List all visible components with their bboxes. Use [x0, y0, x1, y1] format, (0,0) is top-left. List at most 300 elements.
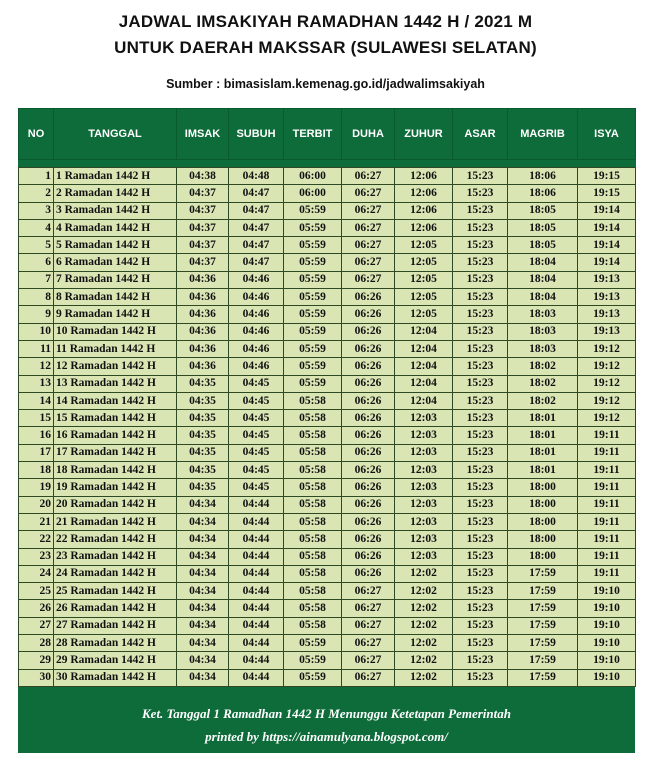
column-header-duha: DUHA [342, 109, 395, 160]
cell-terbit: 05:58 [284, 479, 342, 496]
cell-asar: 15:23 [453, 652, 508, 669]
cell-duha: 06:26 [342, 531, 395, 548]
cell-tanggal: 12 Ramadan 1442 H [54, 358, 177, 375]
cell-isya: 19:15 [578, 185, 636, 202]
cell-subuh: 04:45 [229, 462, 284, 479]
cell-subuh: 04:45 [229, 410, 284, 427]
cell-terbit: 05:58 [284, 531, 342, 548]
table-row [19, 185, 636, 202]
cell-terbit: 05:59 [284, 323, 342, 340]
cell-no: 14 [19, 392, 54, 409]
cell-asar: 15:23 [453, 358, 508, 375]
table-header-row [19, 109, 636, 160]
table-row [19, 375, 636, 392]
table-row [19, 548, 636, 565]
cell-isya: 19:12 [578, 375, 636, 392]
cell-subuh: 04:46 [229, 323, 284, 340]
cell-tanggal: 18 Ramadan 1442 H [54, 462, 177, 479]
cell-terbit: 05:59 [284, 669, 342, 686]
cell-zuhur: 12:03 [395, 496, 453, 513]
cell-subuh: 04:44 [229, 496, 284, 513]
cell-duha: 06:26 [342, 340, 395, 357]
table-row [19, 565, 636, 582]
table-row [19, 219, 636, 236]
table-row [19, 306, 636, 323]
cell-asar: 15:23 [453, 479, 508, 496]
cell-magrib: 18:03 [508, 323, 578, 340]
cell-duha: 06:26 [342, 513, 395, 530]
cell-asar: 15:23 [453, 617, 508, 634]
cell-asar: 15:23 [453, 306, 508, 323]
cell-subuh: 04:45 [229, 479, 284, 496]
cell-asar: 15:23 [453, 289, 508, 306]
table-row [19, 323, 636, 340]
cell-zuhur: 12:03 [395, 479, 453, 496]
table-row [19, 237, 636, 254]
cell-imsak: 04:37 [177, 185, 229, 202]
cell-subuh: 04:46 [229, 289, 284, 306]
cell-no: 30 [19, 669, 54, 686]
cell-asar: 15:23 [453, 254, 508, 271]
cell-terbit: 05:58 [284, 513, 342, 530]
cell-terbit: 06:00 [284, 168, 342, 185]
cell-asar: 15:23 [453, 548, 508, 565]
table-row [19, 427, 636, 444]
cell-asar: 15:23 [453, 323, 508, 340]
cell-zuhur: 12:02 [395, 565, 453, 582]
cell-magrib: 18:01 [508, 427, 578, 444]
cell-imsak: 04:35 [177, 444, 229, 461]
cell-subuh: 04:47 [229, 185, 284, 202]
table-row [19, 652, 636, 669]
cell-subuh: 04:46 [229, 271, 284, 288]
cell-zuhur: 12:02 [395, 600, 453, 617]
cell-subuh: 04:44 [229, 531, 284, 548]
column-header-tanggal: TANGGAL [54, 109, 177, 160]
cell-zuhur: 12:03 [395, 531, 453, 548]
cell-terbit: 05:59 [284, 202, 342, 219]
cell-zuhur: 12:06 [395, 219, 453, 236]
cell-tanggal: 16 Ramadan 1442 H [54, 427, 177, 444]
cell-asar: 15:23 [453, 168, 508, 185]
cell-imsak: 04:34 [177, 617, 229, 634]
page-title: JADWAL IMSAKIYAH RAMADHAN 1442 H / 2021 M [118, 12, 533, 31]
cell-imsak: 04:34 [177, 600, 229, 617]
cell-isya: 19:11 [578, 427, 636, 444]
cell-imsak: 04:36 [177, 271, 229, 288]
table-row [19, 358, 636, 375]
cell-terbit: 05:59 [284, 271, 342, 288]
cell-imsak: 04:36 [177, 340, 229, 357]
cell-tanggal: 23 Ramadan 1442 H [54, 548, 177, 565]
cell-subuh: 04:44 [229, 513, 284, 530]
cell-tanggal: 13 Ramadan 1442 H [54, 375, 177, 392]
table-row [19, 513, 636, 530]
cell-zuhur: 12:03 [395, 427, 453, 444]
cell-no: 17 [19, 444, 54, 461]
cell-no: 28 [19, 635, 54, 652]
cell-magrib: 18:05 [508, 219, 578, 236]
cell-duha: 06:26 [342, 427, 395, 444]
cell-subuh: 04:44 [229, 600, 284, 617]
cell-isya: 19:13 [578, 306, 636, 323]
table-row [19, 479, 636, 496]
cell-tanggal: 24 Ramadan 1442 H [54, 565, 177, 582]
table-row [19, 496, 636, 513]
cell-tanggal: 30 Ramadan 1442 H [54, 669, 177, 686]
cell-isya: 19:14 [578, 254, 636, 271]
cell-imsak: 04:35 [177, 410, 229, 427]
cell-subuh: 04:47 [229, 202, 284, 219]
cell-terbit: 05:59 [284, 219, 342, 236]
cell-subuh: 04:47 [229, 254, 284, 271]
cell-tanggal: 10 Ramadan 1442 H [54, 323, 177, 340]
cell-no: 6 [19, 254, 54, 271]
cell-no: 5 [19, 237, 54, 254]
cell-asar: 15:23 [453, 444, 508, 461]
cell-tanggal: 9 Ramadan 1442 H [54, 306, 177, 323]
cell-magrib: 18:00 [508, 513, 578, 530]
cell-duha: 06:26 [342, 410, 395, 427]
footer-line-2: printed by https://ainamulyana.blogspot.com/ [205, 729, 448, 744]
cell-duha: 06:27 [342, 237, 395, 254]
table-row [19, 410, 636, 427]
cell-no: 8 [19, 289, 54, 306]
cell-no: 3 [19, 202, 54, 219]
cell-magrib: 18:03 [508, 340, 578, 357]
cell-duha: 06:27 [342, 271, 395, 288]
cell-magrib: 18:04 [508, 289, 578, 306]
column-header-zuhur: ZUHUR [395, 109, 453, 160]
cell-isya: 19:11 [578, 496, 636, 513]
cell-magrib: 17:59 [508, 565, 578, 582]
table-row [19, 271, 636, 288]
cell-isya: 19:11 [578, 462, 636, 479]
cell-asar: 15:23 [453, 202, 508, 219]
cell-no: 10 [19, 323, 54, 340]
cell-terbit: 05:58 [284, 565, 342, 582]
cell-imsak: 04:34 [177, 496, 229, 513]
column-header-subuh: SUBUH [229, 109, 284, 160]
cell-no: 16 [19, 427, 54, 444]
cell-no: 18 [19, 462, 54, 479]
cell-zuhur: 12:03 [395, 548, 453, 565]
cell-duha: 06:26 [342, 444, 395, 461]
cell-subuh: 04:47 [229, 237, 284, 254]
cell-duha: 06:27 [342, 652, 395, 669]
cell-duha: 06:27 [342, 202, 395, 219]
cell-duha: 06:27 [342, 669, 395, 686]
cell-duha: 06:26 [342, 358, 395, 375]
cell-tanggal: 1 Ramadan 1442 H [54, 168, 177, 185]
cell-subuh: 04:44 [229, 669, 284, 686]
table-row [19, 617, 636, 634]
cell-imsak: 04:34 [177, 583, 229, 600]
cell-magrib: 18:00 [508, 531, 578, 548]
cell-duha: 06:27 [342, 583, 395, 600]
cell-tanggal: 17 Ramadan 1442 H [54, 444, 177, 461]
cell-magrib: 18:05 [508, 202, 578, 219]
cell-asar: 15:23 [453, 410, 508, 427]
cell-duha: 06:26 [342, 323, 395, 340]
cell-imsak: 04:36 [177, 358, 229, 375]
cell-duha: 06:27 [342, 600, 395, 617]
table-row [19, 254, 636, 271]
cell-isya: 19:10 [578, 669, 636, 686]
cell-no: 22 [19, 531, 54, 548]
cell-imsak: 04:36 [177, 306, 229, 323]
cell-subuh: 04:45 [229, 427, 284, 444]
cell-subuh: 04:44 [229, 635, 284, 652]
cell-no: 13 [19, 375, 54, 392]
cell-no: 15 [19, 410, 54, 427]
table-row [19, 202, 636, 219]
table-row [19, 168, 636, 185]
cell-magrib: 18:04 [508, 254, 578, 271]
cell-isya: 19:10 [578, 583, 636, 600]
cell-no: 4 [19, 219, 54, 236]
cell-zuhur: 12:02 [395, 652, 453, 669]
cell-magrib: 17:59 [508, 635, 578, 652]
cell-tanggal: 19 Ramadan 1442 H [54, 479, 177, 496]
cell-duha: 06:27 [342, 617, 395, 634]
cell-isya: 19:10 [578, 635, 636, 652]
cell-terbit: 05:59 [284, 237, 342, 254]
cell-no: 23 [19, 548, 54, 565]
cell-magrib: 18:05 [508, 237, 578, 254]
cell-terbit: 05:58 [284, 410, 342, 427]
cell-imsak: 04:36 [177, 323, 229, 340]
cell-asar: 15:23 [453, 237, 508, 254]
cell-terbit: 05:59 [284, 375, 342, 392]
cell-terbit: 05:58 [284, 583, 342, 600]
cell-asar: 15:23 [453, 513, 508, 530]
cell-zuhur: 12:03 [395, 462, 453, 479]
cell-tanggal: 15 Ramadan 1442 H [54, 410, 177, 427]
table-row [19, 583, 636, 600]
cell-isya: 19:14 [578, 237, 636, 254]
cell-subuh: 04:46 [229, 358, 284, 375]
cell-magrib: 18:06 [508, 185, 578, 202]
cell-isya: 19:12 [578, 392, 636, 409]
page-subtitle: UNTUK DAERAH MAKSSAR (SULAWESI SELATAN) [114, 38, 537, 57]
cell-imsak: 04:37 [177, 254, 229, 271]
cell-subuh: 04:47 [229, 219, 284, 236]
cell-terbit: 05:58 [284, 427, 342, 444]
cell-magrib: 18:06 [508, 168, 578, 185]
cell-asar: 15:23 [453, 427, 508, 444]
table-row [19, 531, 636, 548]
cell-no: 12 [19, 358, 54, 375]
cell-tanggal: 4 Ramadan 1442 H [54, 219, 177, 236]
cell-magrib: 18:01 [508, 410, 578, 427]
cell-terbit: 05:59 [284, 358, 342, 375]
cell-imsak: 04:37 [177, 237, 229, 254]
table-row [19, 289, 636, 306]
cell-magrib: 18:02 [508, 375, 578, 392]
cell-terbit: 06:00 [284, 185, 342, 202]
cell-magrib: 18:00 [508, 479, 578, 496]
cell-no: 29 [19, 652, 54, 669]
cell-magrib: 18:01 [508, 462, 578, 479]
cell-tanggal: 27 Ramadan 1442 H [54, 617, 177, 634]
cell-tanggal: 25 Ramadan 1442 H [54, 583, 177, 600]
cell-duha: 06:26 [342, 289, 395, 306]
cell-zuhur: 12:06 [395, 168, 453, 185]
cell-no: 26 [19, 600, 54, 617]
cell-imsak: 04:34 [177, 635, 229, 652]
schedule-table [18, 108, 636, 687]
cell-asar: 15:23 [453, 462, 508, 479]
cell-terbit: 05:58 [284, 617, 342, 634]
cell-subuh: 04:45 [229, 392, 284, 409]
cell-tanggal: 22 Ramadan 1442 H [54, 531, 177, 548]
cell-imsak: 04:34 [177, 669, 229, 686]
cell-tanggal: 6 Ramadan 1442 H [54, 254, 177, 271]
table-row [19, 669, 636, 686]
cell-duha: 06:26 [342, 392, 395, 409]
cell-isya: 19:11 [578, 548, 636, 565]
cell-imsak: 04:34 [177, 513, 229, 530]
cell-subuh: 04:46 [229, 306, 284, 323]
cell-subuh: 04:44 [229, 652, 284, 669]
cell-asar: 15:23 [453, 392, 508, 409]
cell-zuhur: 12:05 [395, 306, 453, 323]
cell-imsak: 04:36 [177, 289, 229, 306]
cell-terbit: 05:58 [284, 444, 342, 461]
cell-zuhur: 12:05 [395, 289, 453, 306]
cell-no: 1 [19, 168, 54, 185]
column-header-imsak: IMSAK [177, 109, 229, 160]
cell-imsak: 04:35 [177, 375, 229, 392]
cell-duha: 06:27 [342, 168, 395, 185]
cell-tanggal: 8 Ramadan 1442 H [54, 289, 177, 306]
footer-line-1: Ket. Tanggal 1 Ramadhan 1442 H Menunggu Ketetapan Pemerintah [142, 706, 511, 721]
cell-isya: 19:10 [578, 652, 636, 669]
cell-duha: 06:27 [342, 185, 395, 202]
cell-magrib: 18:00 [508, 496, 578, 513]
cell-duha: 06:26 [342, 479, 395, 496]
cell-duha: 06:27 [342, 219, 395, 236]
cell-imsak: 04:34 [177, 548, 229, 565]
cell-subuh: 04:45 [229, 444, 284, 461]
column-header-magrib: MAGRIB [508, 109, 578, 160]
cell-tanggal: 3 Ramadan 1442 H [54, 202, 177, 219]
cell-magrib: 18:03 [508, 306, 578, 323]
cell-asar: 15:23 [453, 531, 508, 548]
cell-terbit: 05:59 [284, 340, 342, 357]
cell-zuhur: 12:02 [395, 583, 453, 600]
cell-imsak: 04:35 [177, 392, 229, 409]
cell-imsak: 04:35 [177, 427, 229, 444]
cell-subuh: 04:48 [229, 168, 284, 185]
header-spacer [19, 160, 636, 168]
cell-no: 27 [19, 617, 54, 634]
cell-no: 2 [19, 185, 54, 202]
cell-magrib: 17:59 [508, 583, 578, 600]
cell-duha: 06:26 [342, 565, 395, 582]
cell-no: 20 [19, 496, 54, 513]
cell-isya: 19:12 [578, 410, 636, 427]
cell-terbit: 05:58 [284, 496, 342, 513]
cell-imsak: 04:34 [177, 652, 229, 669]
cell-no: 19 [19, 479, 54, 496]
column-header-terbit: TERBIT [284, 109, 342, 160]
cell-subuh: 04:44 [229, 548, 284, 565]
cell-magrib: 17:59 [508, 600, 578, 617]
cell-terbit: 05:59 [284, 289, 342, 306]
table-row [19, 635, 636, 652]
cell-tanggal: 7 Ramadan 1442 H [54, 271, 177, 288]
cell-subuh: 04:44 [229, 583, 284, 600]
cell-zuhur: 12:04 [395, 358, 453, 375]
cell-asar: 15:23 [453, 600, 508, 617]
cell-magrib: 17:59 [508, 617, 578, 634]
cell-no: 7 [19, 271, 54, 288]
cell-isya: 19:13 [578, 323, 636, 340]
table-row [19, 462, 636, 479]
cell-subuh: 04:44 [229, 565, 284, 582]
cell-zuhur: 12:04 [395, 375, 453, 392]
table-row [19, 340, 636, 357]
cell-isya: 19:13 [578, 289, 636, 306]
cell-isya: 19:11 [578, 444, 636, 461]
cell-isya: 19:10 [578, 617, 636, 634]
cell-magrib: 18:02 [508, 392, 578, 409]
cell-zuhur: 12:03 [395, 410, 453, 427]
cell-zuhur: 12:05 [395, 254, 453, 271]
cell-duha: 06:27 [342, 635, 395, 652]
cell-duha: 06:26 [342, 496, 395, 513]
column-header-isya: ISYA [578, 109, 636, 160]
cell-no: 24 [19, 565, 54, 582]
cell-terbit: 05:59 [284, 652, 342, 669]
cell-tanggal: 28 Ramadan 1442 H [54, 635, 177, 652]
cell-isya: 19:13 [578, 271, 636, 288]
cell-terbit: 05:58 [284, 600, 342, 617]
cell-asar: 15:23 [453, 185, 508, 202]
cell-isya: 19:12 [578, 340, 636, 357]
cell-zuhur: 12:02 [395, 635, 453, 652]
column-header-asar: ASAR [453, 109, 508, 160]
cell-tanggal: 26 Ramadan 1442 H [54, 600, 177, 617]
cell-asar: 15:23 [453, 565, 508, 582]
source-text: Sumber : bimasislam.kemenag.go.id/jadwalimsakiyah [166, 77, 485, 91]
cell-no: 21 [19, 513, 54, 530]
cell-subuh: 04:46 [229, 340, 284, 357]
cell-subuh: 04:45 [229, 375, 284, 392]
cell-subuh: 04:44 [229, 617, 284, 634]
cell-asar: 15:23 [453, 496, 508, 513]
cell-isya: 19:11 [578, 479, 636, 496]
cell-terbit: 05:58 [284, 462, 342, 479]
cell-tanggal: 20 Ramadan 1442 H [54, 496, 177, 513]
cell-asar: 15:23 [453, 583, 508, 600]
cell-tanggal: 21 Ramadan 1442 H [54, 513, 177, 530]
cell-terbit: 05:58 [284, 548, 342, 565]
cell-isya: 19:11 [578, 565, 636, 582]
cell-duha: 06:26 [342, 375, 395, 392]
table-row [19, 444, 636, 461]
cell-zuhur: 12:06 [395, 185, 453, 202]
cell-isya: 19:15 [578, 168, 636, 185]
cell-zuhur: 12:03 [395, 444, 453, 461]
cell-magrib: 18:01 [508, 444, 578, 461]
cell-no: 11 [19, 340, 54, 357]
cell-zuhur: 12:02 [395, 617, 453, 634]
cell-zuhur: 12:03 [395, 513, 453, 530]
cell-duha: 06:26 [342, 462, 395, 479]
